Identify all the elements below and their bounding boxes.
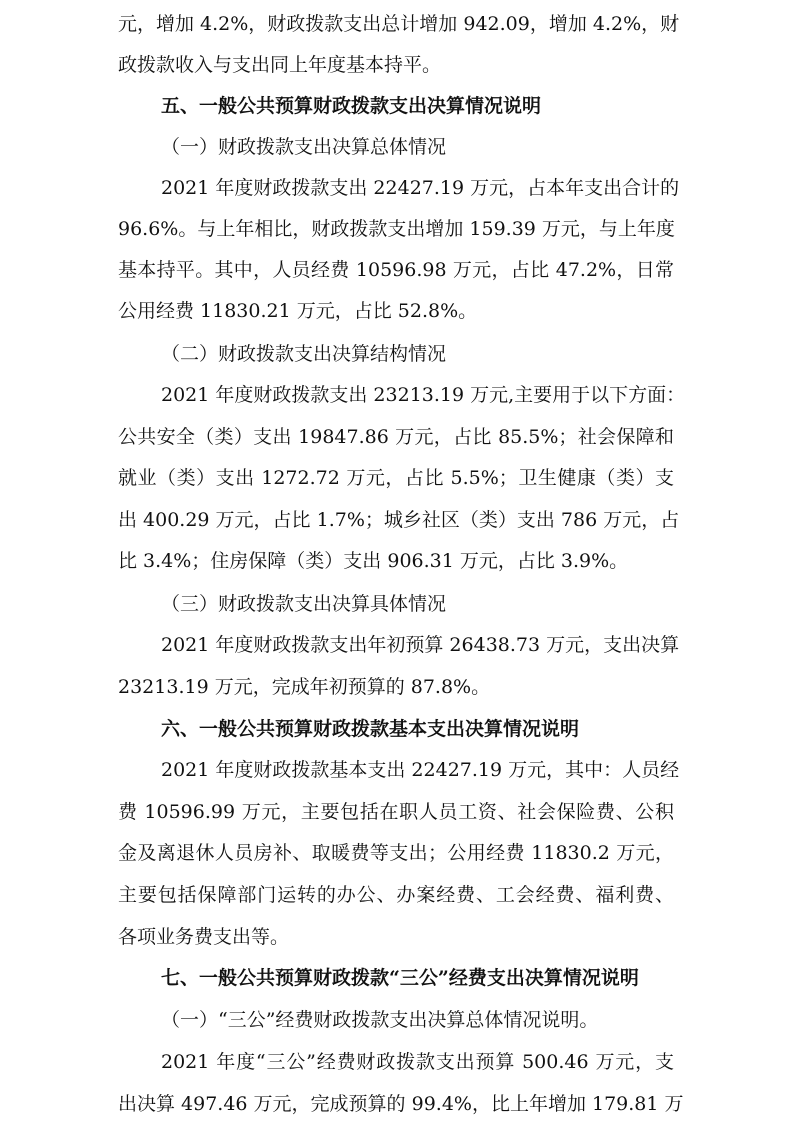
- paragraph-line: 2021 年度财政拨款支出年初预算 26438.73 万元，支出决算: [161, 634, 680, 656]
- paragraph-line: 政拨款收入与支出同上年度基本持平。: [118, 54, 442, 76]
- subsection-heading: （一）“三公”经费财政拨款支出决算总体情况说明。: [161, 1009, 599, 1031]
- paragraph-line: 就业（类）支出 1272.72 万元，占比 5.5%；卫生健康（类）支: [118, 467, 674, 489]
- paragraph-line: 2021 年度财政拨款基本支出 22427.19 万元，其中：人员经: [161, 759, 680, 781]
- subsection-heading: （三）财政拨款支出决算具体情况: [161, 593, 447, 615]
- paragraph-line: 2021 年度财政拨款支出 22427.19 万元，占本年支出合计的: [161, 177, 680, 199]
- paragraph-line: 各项业务费支出等。: [118, 926, 290, 948]
- paragraph-line: 公用经费 11830.21 万元，占比 52.8%。: [118, 300, 478, 322]
- paragraph-line: 比 3.4%；住房保障（类）支出 906.31 万元，占比 3.9%。: [118, 550, 629, 572]
- paragraph-line: 公共安全（类）支出 19847.86 万元，占比 85.5%；社会保障和: [118, 426, 674, 448]
- subsection-heading: （一）财政拨款支出决算总体情况: [161, 136, 447, 158]
- section-heading: 五、一般公共预算财政拨款支出决算情况说明: [161, 95, 542, 117]
- paragraph-line: 2021 年度财政拨款支出 23213.19 万元,主要用于以下方面：: [161, 384, 686, 406]
- paragraph-line: 出 400.29 万元，占比 1.7%；城乡社区（类）支出 786 万元，占: [118, 509, 680, 531]
- paragraph-line: 元，增加 4.2%，财政拨款支出总计增加 942.09，增加 4.2%，财: [118, 13, 680, 35]
- paragraph-line: 主要包括保障部门运转的办公、办案经费、工会经费、福利费、: [118, 884, 674, 906]
- section-heading: 六、一般公共预算财政拨款基本支出决算情况说明: [161, 718, 580, 740]
- paragraph-line: 2021 年度“三公”经费财政拨款支出预算 500.46 万元，支: [161, 1051, 674, 1073]
- paragraph-line: 基本持平。其中，人员经费 10596.98 万元，占比 47.2%，日常: [118, 259, 674, 281]
- section-heading: 七、一般公共预算财政拨款“三公”经费支出决算情况说明: [161, 967, 639, 989]
- paragraph-line: 23213.19 万元，完成年初预算的 87.8%。: [118, 676, 491, 698]
- paragraph-line: 费 10596.99 万元，主要包括在职人员工资、社会保险费、公积: [118, 801, 674, 823]
- subsection-heading: （二）财政拨款支出决算结构情况: [161, 343, 447, 365]
- paragraph-line: 96.6%。与上年相比，财政拨款支出增加 159.39 万元，与上年度: [118, 218, 675, 240]
- paragraph-line: 出决算 497.46 万元，完成预算的 99.4%，比上年增加 179.81 万: [118, 1093, 684, 1115]
- paragraph-line: 金及离退休人员房补、取暖费等支出；公用经费 11830.2 万元，: [118, 842, 674, 864]
